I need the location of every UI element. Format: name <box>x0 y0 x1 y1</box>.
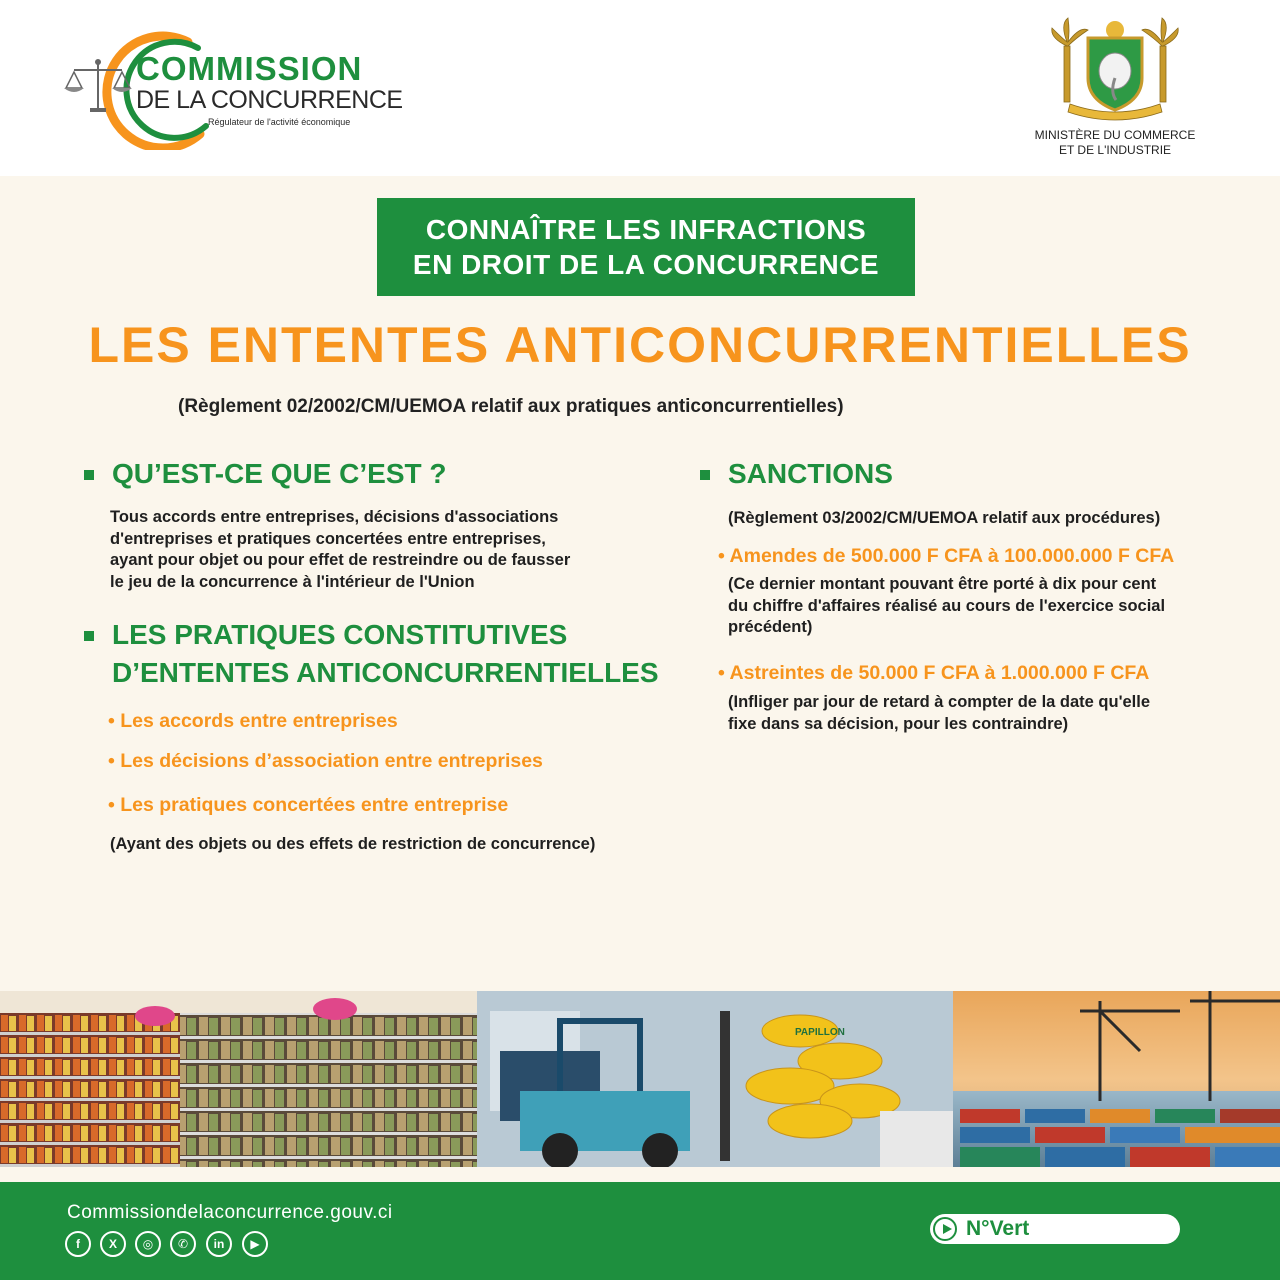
definition-line: le jeu de la concurrence à l'intérieur de l'Union <box>110 572 475 591</box>
ministry-line1: MINISTÈRE DU COMMERCE <box>1034 128 1196 142</box>
square-bullet-icon <box>84 470 94 480</box>
fines-title: • Amendes de 500.000 F CFA à 100.000.000 F CFA <box>718 545 1175 567</box>
linkedin-icon[interactable]: in <box>206 1231 232 1257</box>
instagram-icon[interactable]: ◎ <box>135 1231 161 1257</box>
logo-subtitle: DE LA CONCURRENCE <box>136 86 403 114</box>
section-heading-practices-line1: LES PRATIQUES CONSTITUTIVES <box>112 619 568 650</box>
section-heading-what-text: QU’EST-CE QUE C’EST ? <box>112 458 447 489</box>
coat-of-arms-icon <box>1050 16 1180 124</box>
section-heading-practices-line2: D’ENTENTES ANTICONCURRENTIELLES <box>112 657 659 688</box>
square-bullet-icon <box>84 631 94 641</box>
practice-item: • Les accords entre entreprises <box>108 710 398 732</box>
ministry-name <box>1020 128 1210 158</box>
fines-details <box>728 574 1238 639</box>
fines-line: du chiffre d'affaires réalisé au cours de l'exercice social <box>728 596 1166 615</box>
penalties-title: • Astreintes de 50.000 F CFA à 1.000.000 F CFA <box>718 662 1150 684</box>
section-heading-practices <box>112 616 659 692</box>
definition-line: d'entreprises et pratiques concertées entre entreprises, <box>110 529 546 548</box>
penalties-line: fixe dans sa décision, pour les contraindre) <box>728 714 1069 733</box>
penalties-line: (Infliger par jour de retard à compter de la date qu'elle <box>728 693 1151 711</box>
fines-line: (Ce dernier montant pouvant être porté à dix pour cent <box>728 575 1157 593</box>
regulation-reference: (Règlement 02/2002/CM/UEMOA relatif aux pratiques anticoncurrentielles) <box>178 396 844 417</box>
definition-line: Tous accords entre entreprises, décisions d'associations <box>110 508 559 526</box>
section-heading-sanctions <box>728 455 893 493</box>
section-heading-what <box>112 455 446 493</box>
practice-item: • Les décisions d’association entre entreprises <box>108 750 543 772</box>
logo-tagline: Régulateur de l'activité économique <box>208 117 351 127</box>
facebook-icon[interactable]: f <box>65 1231 91 1257</box>
supermarket-shelves-image <box>0 991 477 1167</box>
fines-line: précédent) <box>728 618 813 636</box>
footer <box>0 1182 1280 1280</box>
page-title: LES ENTENTES ANTICONCURRENTIELLES <box>88 317 1192 373</box>
rice-bag-brand: PAPILLON <box>795 1027 845 1038</box>
ministry-line2: ET DE L'INDUSTRIE <box>1058 143 1172 157</box>
logo-title: COMMISSION <box>136 50 363 87</box>
hotline-badge[interactable] <box>930 1214 1180 1244</box>
practices-note: (Ayant des objets ou des effets de restriction de concurrence) <box>110 835 596 853</box>
banner-line1: CONNAÎTRE LES INFRACTIONS <box>425 214 867 245</box>
practice-item: • Les pratiques concertées entre entreprise <box>108 794 509 816</box>
banner-line2: EN DROIT DE LA CONCURRENCE <box>412 249 880 280</box>
sanctions-regulation: (Règlement 03/2002/CM/UEMOA relatif aux procédures) <box>728 509 1161 527</box>
hotline-label: N°Vert <box>966 1217 1030 1240</box>
topic-banner <box>377 198 915 296</box>
play-icon <box>933 1217 957 1241</box>
youtube-icon[interactable]: ▶ <box>242 1231 268 1257</box>
port-container-terminal-image <box>953 991 1280 1167</box>
x-icon[interactable]: X <box>100 1231 126 1257</box>
section-heading-sanctions-text: SANCTIONS <box>728 458 893 489</box>
commission-logo[interactable] <box>60 30 403 150</box>
photo-strip <box>0 991 1280 1167</box>
website-link[interactable]: Commissiondelaconcurrence.gouv.ci <box>67 1202 393 1223</box>
definition-line: ayant pour objet ou pour effet de restreindre ou de fausser <box>110 551 571 569</box>
photo-strip-art <box>0 991 1280 1167</box>
forklift-with-rice-bags-image <box>477 991 953 1167</box>
definition-text <box>110 507 670 593</box>
square-bullet-icon <box>700 470 710 480</box>
penalties-details <box>728 692 1238 735</box>
header <box>0 0 1280 176</box>
whatsapp-icon[interactable]: ✆ <box>170 1231 196 1257</box>
